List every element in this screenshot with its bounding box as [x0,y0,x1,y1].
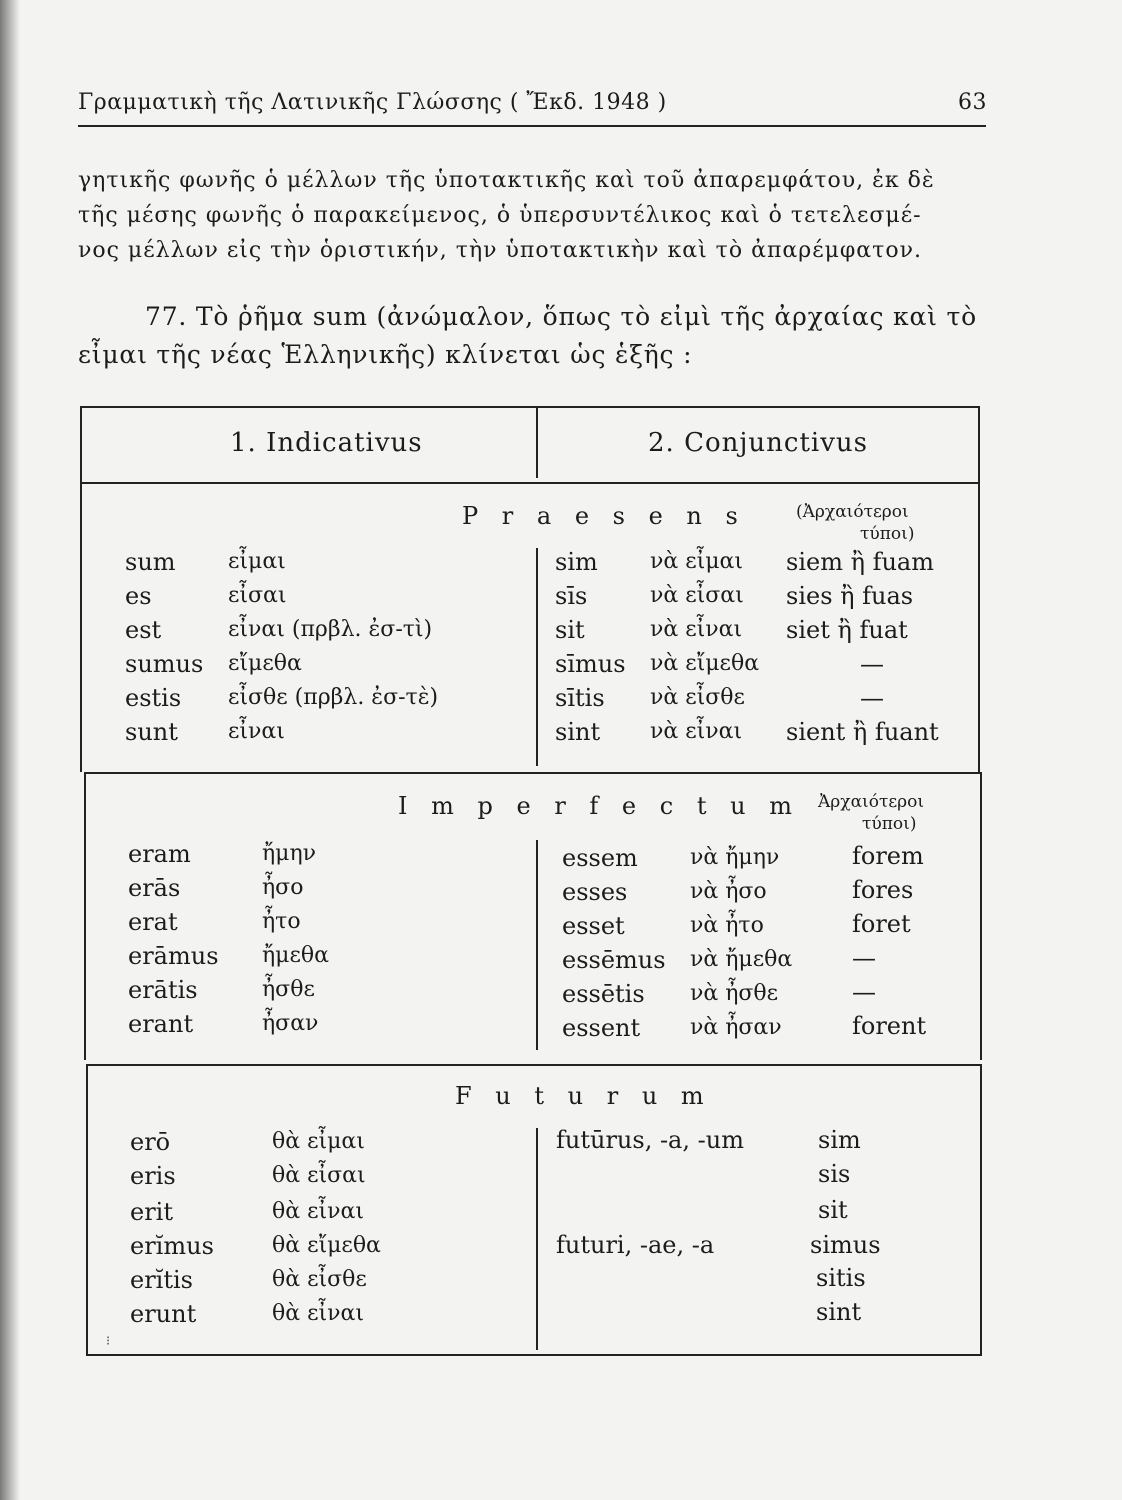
praesens-ind-greek: εἶναι (πρβλ. ἐσ-τὶ) [228,617,433,642]
imperfectum-conj-latin: essent [562,1014,641,1042]
futurum-auxiliary: sitis [816,1264,866,1292]
praesens-ind-greek: εἶσθε (πρβλ. ἐσ-τὲ) [228,685,439,710]
right-border-3 [980,1064,982,1354]
praesens-archaic: sies ἢ fuas [786,582,914,610]
praesens-divider [536,548,538,766]
imperfectum-divider [536,840,538,1050]
praesens-bottom-rule [84,772,982,774]
praesens-ind-latin: sum [125,548,176,576]
futurum-participle: futuri, -ae, -a [556,1231,715,1259]
futurum-participle: futūrus, -a, -um [556,1126,744,1154]
header-divider [536,406,538,478]
praesens-conj-latin: sit [555,616,585,644]
imperfectum-archaic: — [852,944,876,972]
intro-line-3: νος μέλλων εἰς τὴν ὁριστικήν, τὴν ὑποτακτικὴν καὶ τὸ ἀπαρέμφατον. [78,238,922,263]
futurum-auxiliary: sint [816,1298,862,1326]
futurum-ind-latin: erō [130,1128,171,1156]
scan-speck-mark: ⁝ [106,1334,111,1349]
col-indicativus-header: 1. Indicativus [230,428,423,458]
imperfectum-conj-greek: νὰ ἦσαν [690,1015,782,1040]
praesens-ind-latin: sumus [125,650,204,678]
intro-line-1: γητικῆς φωνῆς ὁ μέλλων τῆς ὑποτακτικῆς καὶ τοῦ ἀπαρεμφάτου, ἐκ δὲ [78,168,935,193]
futurum-auxiliary: simus [810,1231,881,1259]
praesens-ind-latin: est [125,616,162,644]
futurum-ind-latin: erunt [130,1300,197,1328]
imperfectum-ind-latin: erātis [128,976,198,1004]
imperfectum-conj-latin: essēmus [562,946,666,974]
praesens-ind-greek: εἶναι [228,719,285,744]
left-border-3 [86,1064,88,1354]
praesens-ind-greek: εἶσαι [228,583,287,608]
right-border-2 [980,772,982,1060]
imperfectum-ind-latin: erat [128,908,178,936]
imperfectum-archaic: forent [852,1012,927,1040]
imperfectum-ind-greek: ἦσο [262,875,304,900]
futurum-ind-greek: θὰ εἶμαι [272,1129,365,1154]
praesens-conj-latin: sim [555,548,598,576]
praesens-ind-greek: εἶμαι [228,549,286,574]
imperfectum-ind-latin: erant [128,1010,194,1038]
imperfectum-conj-greek: νὰ ἦτο [690,913,764,938]
praesens-conj-latin: sint [555,718,601,746]
scan-edge-shadow [0,0,20,1500]
praesens-ind-latin: es [125,582,152,610]
left-border-2 [84,772,86,1060]
col-conjunctivus-header: 2. Conjunctivus [648,428,869,458]
futurum-ind-latin: erit [130,1198,173,1226]
futurum-ind-latin: erĭtis [130,1266,193,1294]
imperfectum-ind-latin: erāmus [128,942,219,970]
praesens-archaic: sient ἢ fuant [786,718,939,746]
futurum-auxiliary: sis [818,1160,851,1188]
imperfectum-ind-latin: erās [128,874,181,902]
imperfectum-note-line-1: Ἀρχαιότεροι [818,792,925,812]
futurum-auxiliary: sim [818,1126,861,1154]
praesens-archaic: — [860,684,884,712]
imperfectum-ind-greek: ἤμην [262,841,317,866]
imperfectum-archaic: fores [852,876,914,904]
section-77-line-2: εἶμαι τῆς νέας Ἑλληνικῆς) κλίνεται ὡς ἑξῆς : [78,340,693,369]
imperfectum-conj-greek: νὰ ἦσο [690,879,767,904]
praesens-conj-greek: νὰ εἴμεθα [650,651,760,676]
praesens-conj-greek: νὰ εἶσαι [650,583,744,608]
imperfectum-title: I m p e r f e c t u m [398,792,800,820]
praesens-conj-latin: sīs [555,582,588,610]
praesens-conj-greek: νὰ εἶμαι [650,549,744,574]
header-bottom-rule [80,482,980,484]
praesens-note-line-1: (Ἀρχαιότεροι [796,502,909,522]
futurum-ind-greek: θὰ εἶσθε [272,1267,367,1292]
imperfectum-conj-latin: essem [562,844,638,872]
imperfectum-conj-greek: νὰ ἤμεθα [690,947,793,972]
futurum-ind-greek: θὰ εἶσαι [272,1163,366,1188]
praesens-archaic: siem ἢ fuam [786,548,934,576]
praesens-ind-latin: sunt [125,718,178,746]
futurum-title: F u t u r u m [455,1082,712,1110]
imperfectum-ind-greek: ἤμεθα [262,943,329,968]
praesens-conj-latin: sītis [555,684,605,712]
praesens-archaic: siet ἢ fuat [786,616,908,644]
right-border-1 [978,406,980,772]
praesens-title: P r a e s e n s [462,502,746,530]
futurum-ind-greek: θὰ εἶναι [272,1199,364,1224]
praesens-ind-greek: εἴμεθα [228,651,302,676]
futurum-ind-greek: θὰ εἶναι [272,1301,364,1326]
praesens-archaic: — [860,650,884,678]
imperfectum-conj-latin: essētis [562,980,645,1008]
imperfectum-ind-greek: ἦσθε [262,977,315,1002]
running-header-title: Γραμματικὴ τῆς Λατινικῆς Γλώσσης ( Ἔκδ. 1948 ) [78,90,667,115]
praesens-conj-greek: νὰ εἶσθε [650,685,745,710]
imperfectum-archaic: — [852,978,876,1006]
intro-line-2: τῆς μέσης φωνῆς ὁ παρακείμενος, ὁ ὑπερσυντέλικος καὶ ὁ τετελεσμέ- [78,203,922,228]
imperfectum-conj-latin: esset [562,912,625,940]
imperfectum-archaic: foret [852,910,911,938]
futurum-auxiliary: sit [818,1196,848,1224]
praesens-ind-latin: estis [125,684,182,712]
praesens-conj-greek: νὰ εἶναι [650,719,743,744]
praesens-note-line-2: τύποι) [860,524,915,544]
imperfectum-conj-greek: νὰ ἦσθε [690,981,779,1006]
imperfectum-ind-greek: ἦσαν [262,1011,319,1036]
imperfectum-bottom-rule [86,1064,982,1066]
imperfectum-conj-latin: esses [562,878,628,906]
page-number: 63 [958,90,987,115]
imperfectum-archaic: forem [852,842,924,870]
header-rule [78,125,986,127]
imperfectum-note-line-2: τύποι) [862,814,917,834]
praesens-conj-latin: sīmus [555,650,626,678]
section-77-line-1: 77. Τὸ ῥῆμα sum (ἀνώμαλον, ὅπως τὸ εἰμὶ τῆς ἀρχαίας καὶ τὸ [145,302,977,331]
praesens-conj-greek: νὰ εἶναι [650,617,743,642]
table-top-rule [80,406,980,408]
imperfectum-conj-greek: νὰ ἤμην [690,845,780,870]
imperfectum-ind-greek: ἦτο [262,909,301,934]
futurum-ind-greek: θὰ εἴμεθα [272,1233,381,1258]
futurum-divider [536,1128,538,1350]
table-bottom-rule [86,1354,982,1356]
left-border-1 [80,406,82,772]
futurum-ind-latin: eris [130,1162,176,1190]
futurum-ind-latin: erĭmus [130,1232,214,1260]
imperfectum-ind-latin: eram [128,840,191,868]
